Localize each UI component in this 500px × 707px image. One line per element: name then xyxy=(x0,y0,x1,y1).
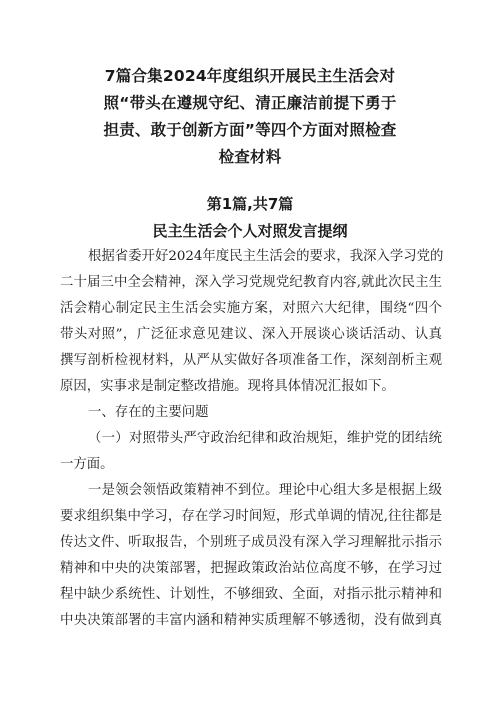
body-line: 程中缺少系统性、计划性，不够细致、全面，对指示批示精神和 xyxy=(60,587,442,602)
part-label: 第1篇,共7篇 xyxy=(206,195,294,213)
subsection-heading: （一）对照带头严守政治纪律和政治规矩，维护党的团结统 xyxy=(88,431,442,446)
body-line: 原因，实事求是制定整改措施。现将具体情况汇报如下。 xyxy=(60,379,395,394)
body-line: 要求组织集中学习，存在学习时间短，形式单调的情况,往往都是 xyxy=(60,509,442,524)
body-line: 中央决策部署的丰富内涵和精神实质理解不够透彻，没有做到真 xyxy=(60,613,442,628)
body-line: 撰写剖析检视材料，从严从实做好各项准备工作，深刻剖析主观 xyxy=(60,353,442,368)
document-title-line-1: 7篇合集2024年度组织开展民主生活会对 xyxy=(104,67,396,85)
document-title-line-3: 担责、敢于创新方面”等四个方面对照检查 xyxy=(103,121,397,139)
document-subtitle: 民主生活会个人对照发言提纲 xyxy=(152,222,348,240)
body-line: 活会精心制定民主生活会实施方案，对照六大纪律，围绕“四个 xyxy=(60,301,442,316)
body-line: 一是领会领悟政策精神不到位。理论中心组大多是根据上级 xyxy=(88,483,442,498)
body-line: 传达文件、听取报告，个别班子成员没有深入学习理解批示指示 xyxy=(60,535,442,550)
body-line: 二十届三中全会精神，深入学习党规党纪教育内容,就此次民主生 xyxy=(60,275,442,290)
body-line: 一方面。 xyxy=(60,457,114,472)
document-title-line-4: 检查材料 xyxy=(218,148,282,166)
document-title-line-2: 照“带头在遵规守纪、清正廉洁前提下勇于 xyxy=(103,94,397,112)
body-line: 根据省委开好2024年度民主生活会的要求，我深入学习党的 xyxy=(88,249,444,264)
body-line: 精神和中央的决策部署，把握政策政治站位高度不够，在学习过 xyxy=(60,561,442,576)
section-heading: 一、存在的主要问题 xyxy=(88,405,209,420)
body-line: 带头对照”，广泛征求意见建议、深入开展谈心谈话活动、认真 xyxy=(60,327,442,342)
